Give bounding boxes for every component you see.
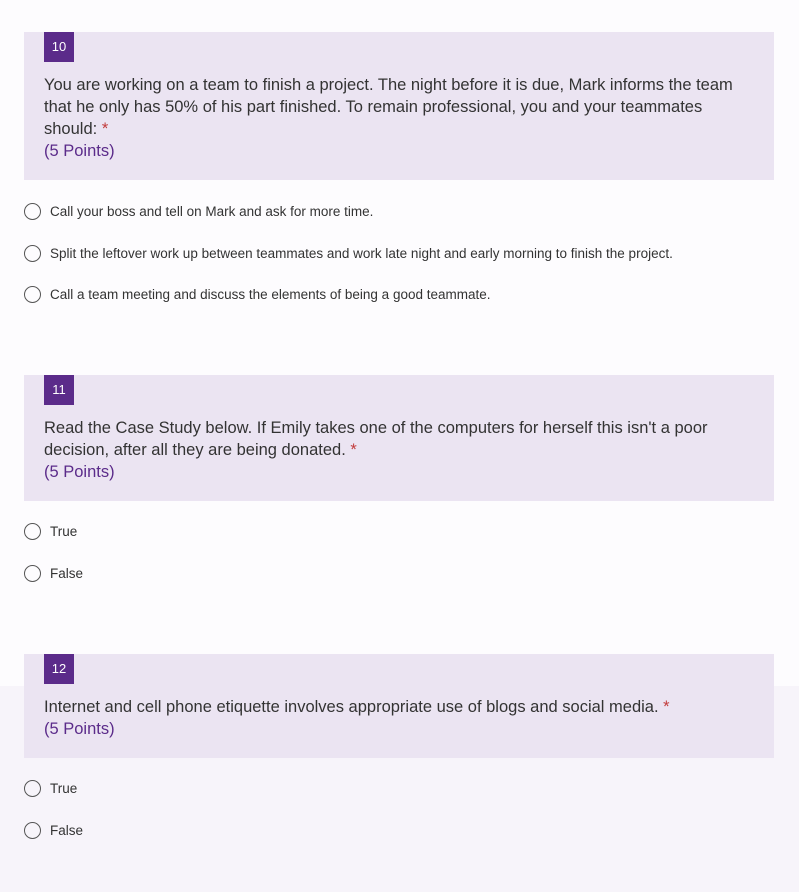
option-label: Call a team meeting and discuss the elements of being a good teammate. xyxy=(50,287,491,303)
radio-button[interactable] xyxy=(24,203,41,220)
question-number: 11 xyxy=(44,375,74,405)
answer-option[interactable] xyxy=(24,233,774,275)
answer-options xyxy=(24,768,774,851)
question-number: 10 xyxy=(44,32,74,62)
question-10 xyxy=(24,32,774,316)
question-text xyxy=(44,696,754,718)
option-label: False xyxy=(50,822,84,838)
answer-option[interactable] xyxy=(24,810,774,852)
answer-option[interactable] xyxy=(24,553,774,595)
required-star: * xyxy=(663,698,670,716)
answer-option[interactable] xyxy=(24,511,774,553)
answer-option[interactable] xyxy=(24,274,774,316)
question-prompt: Internet and cell phone etiquette involves appropriate use of blogs and social media. xyxy=(44,698,659,716)
question-text xyxy=(44,417,754,461)
question-header xyxy=(24,32,774,180)
question-points: (5 Points) xyxy=(44,142,115,160)
radio-button[interactable] xyxy=(24,780,41,797)
question-12 xyxy=(24,654,774,851)
radio-button[interactable] xyxy=(24,565,41,582)
question-header xyxy=(24,654,774,758)
required-star: * xyxy=(350,441,357,459)
question-prompt: Read the Case Study below. If Emily takes one of the computers for herself this isn't a poor decision, after all they are being donated. xyxy=(44,419,708,459)
question-points: (5 Points) xyxy=(44,463,115,481)
question-11 xyxy=(24,375,774,594)
option-label: Split the leftover work up between teammates and work late night and early morning to finish the project. xyxy=(50,245,673,261)
radio-button[interactable] xyxy=(24,245,41,262)
answer-option[interactable] xyxy=(24,191,774,233)
question-points: (5 Points) xyxy=(44,720,115,738)
question-header xyxy=(24,375,774,501)
answer-options xyxy=(24,511,774,594)
radio-button[interactable] xyxy=(24,822,41,839)
option-label: Call your boss and tell on Mark and ask for more time. xyxy=(50,204,374,220)
radio-button[interactable] xyxy=(24,523,41,540)
required-star: * xyxy=(101,120,109,138)
radio-button[interactable] xyxy=(24,286,41,303)
option-label: True xyxy=(50,524,78,540)
option-label: True xyxy=(50,781,78,797)
answer-option[interactable] xyxy=(24,768,774,810)
option-label: False xyxy=(50,565,84,581)
question-text xyxy=(44,74,754,140)
question-number: 12 xyxy=(44,654,74,684)
answer-options xyxy=(24,191,774,316)
question-prompt: You are working on a team to finish a project. The night before it is due, Mark informs the team that he only has 50% of his part finished. To remain professional, you and your teammates should: xyxy=(44,76,733,138)
